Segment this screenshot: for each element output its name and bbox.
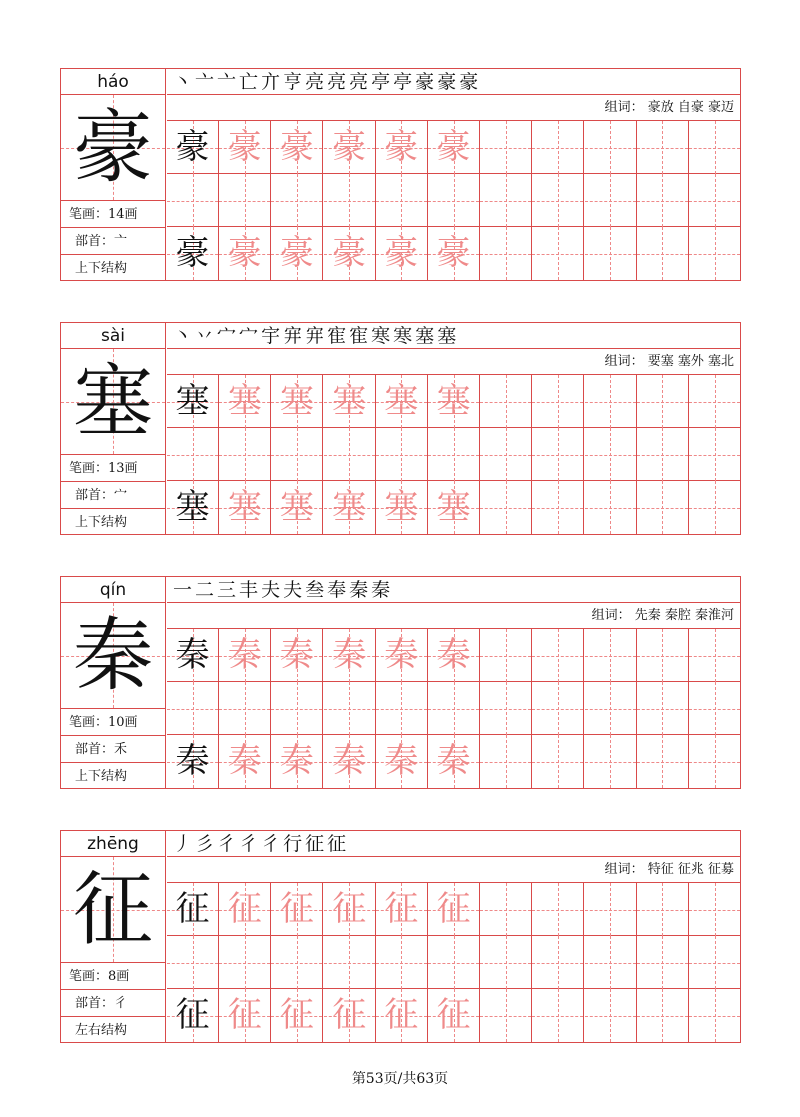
practice-cell[interactable]	[428, 989, 480, 1042]
large-character-box	[61, 857, 165, 963]
stroke-step: 二	[195, 579, 218, 601]
practice-cell[interactable]	[376, 428, 428, 481]
radical-label: 部首：宀	[61, 482, 165, 509]
trace-character: 塞	[436, 381, 471, 421]
practice-row	[167, 883, 741, 936]
stroke-step: 亨	[283, 71, 306, 93]
example-words: 组词： 特征 征兆 征募	[167, 857, 740, 883]
practice-cell[interactable]	[428, 227, 480, 280]
practice-cell[interactable]	[428, 629, 480, 682]
practice-cell[interactable]	[271, 174, 323, 227]
practice-cell[interactable]	[532, 629, 584, 682]
character-info-panel	[61, 69, 166, 280]
practice-cell[interactable]	[532, 121, 584, 174]
stroke-step: 叁	[305, 579, 328, 601]
practice-cell[interactable]	[167, 629, 219, 682]
practice-cell[interactable]	[376, 989, 428, 1042]
practice-cell[interactable]	[219, 735, 271, 788]
trace-character: 征	[384, 889, 419, 929]
trace-character: 秦	[436, 741, 471, 781]
trace-character: 豪	[436, 127, 471, 167]
trace-character: 豪	[279, 233, 314, 273]
stroke-step: 丶	[173, 325, 196, 347]
practice-cell[interactable]	[167, 174, 219, 227]
stroke-step: 征	[327, 833, 350, 855]
model-character: 豪	[175, 233, 210, 273]
practice-cell[interactable]	[376, 682, 428, 735]
trace-character: 征	[227, 889, 262, 929]
practice-row	[167, 174, 741, 227]
stroke-step: 亮	[305, 71, 328, 93]
model-character: 征	[175, 889, 210, 929]
practice-cell[interactable]	[428, 883, 480, 936]
practice-cell[interactable]	[637, 375, 689, 428]
practice-cell[interactable]	[324, 481, 376, 534]
stroke-step: 宑	[305, 325, 328, 347]
practice-cell[interactable]	[167, 227, 219, 280]
practice-cell[interactable]	[219, 481, 271, 534]
practice-cell[interactable]	[532, 174, 584, 227]
practice-cell[interactable]	[532, 735, 584, 788]
model-character: 秦	[175, 741, 210, 781]
trace-character: 塞	[227, 381, 262, 421]
trace-character: 塞	[436, 487, 471, 527]
practice-cell[interactable]	[219, 883, 271, 936]
practice-cell[interactable]	[428, 735, 480, 788]
stroke-count-label: 笔画：10画	[61, 709, 165, 736]
stroke-step: 丰	[239, 579, 262, 601]
practice-cell[interactable]	[271, 227, 323, 280]
structure-label: 上下结构	[75, 515, 128, 530]
stroke-order-row	[167, 831, 740, 857]
practice-cell[interactable]	[480, 989, 532, 1042]
stroke-step: 亠	[217, 71, 240, 93]
stroke-step: 奉	[327, 579, 350, 601]
large-character-box	[61, 95, 165, 201]
practice-cell[interactable]	[689, 227, 741, 280]
stroke-step: 夫	[283, 579, 306, 601]
trace-character: 塞	[279, 487, 314, 527]
practice-cell[interactable]	[480, 428, 532, 481]
model-character: 塞	[175, 487, 210, 527]
stroke-step: 丷	[195, 325, 218, 347]
stroke-step: 亣	[261, 71, 284, 93]
trace-character: 征	[436, 995, 471, 1035]
practice-cell[interactable]	[532, 936, 584, 989]
stroke-step: 亮	[349, 71, 372, 93]
practice-cell[interactable]	[480, 174, 532, 227]
stroke-step: 行	[283, 833, 306, 855]
practice-cell[interactable]	[637, 428, 689, 481]
stroke-step: 塞	[415, 325, 438, 347]
practice-cell[interactable]	[324, 428, 376, 481]
stroke-order-row	[167, 577, 740, 603]
model-character: 秦	[175, 635, 210, 675]
character-card	[60, 68, 741, 281]
practice-cell[interactable]	[689, 375, 741, 428]
character-card	[60, 830, 741, 1043]
practice-cell[interactable]	[585, 121, 637, 174]
practice-cell[interactable]	[585, 936, 637, 989]
practice-cell[interactable]	[271, 481, 323, 534]
practice-cell[interactable]	[167, 735, 219, 788]
trace-character: 塞	[227, 487, 262, 527]
stroke-step: 亭	[371, 71, 394, 93]
practice-row	[167, 735, 741, 788]
practice-cell[interactable]	[480, 883, 532, 936]
practice-cell[interactable]	[637, 121, 689, 174]
character-info-panel	[61, 323, 166, 534]
practice-cell[interactable]	[585, 227, 637, 280]
radical-label: 部首：亠	[61, 228, 165, 255]
example-words: 组词： 要塞 塞外 塞北	[167, 349, 740, 375]
trace-character: 塞	[279, 381, 314, 421]
practice-row	[167, 629, 741, 682]
trace-character: 征	[332, 995, 367, 1035]
model-character: 豪	[175, 127, 210, 167]
large-character-box	[61, 603, 165, 709]
practice-cell[interactable]	[689, 936, 741, 989]
stroke-step: 宀	[217, 325, 240, 347]
practice-cell[interactable]	[689, 682, 741, 735]
large-character: 豪	[73, 101, 153, 194]
practice-cell[interactable]	[324, 735, 376, 788]
practice-cell[interactable]	[376, 883, 428, 936]
practice-cell[interactable]	[689, 989, 741, 1042]
trace-character: 塞	[384, 487, 419, 527]
practice-cell[interactable]	[167, 481, 219, 534]
radical-label: 部首：禾	[61, 736, 165, 763]
practice-cell[interactable]	[428, 481, 480, 534]
practice-cell[interactable]	[428, 682, 480, 735]
practice-cell[interactable]	[689, 629, 741, 682]
stroke-count-label: 笔画：8画	[61, 963, 165, 990]
practice-cell[interactable]	[219, 227, 271, 280]
stroke-step: 三	[217, 579, 240, 601]
trace-character: 秦	[332, 635, 367, 675]
trace-character: 豪	[332, 233, 367, 273]
stroke-step: 豪	[415, 71, 438, 93]
stroke-step: 寒	[393, 325, 416, 347]
practice-cell[interactable]	[480, 735, 532, 788]
practice-cell[interactable]	[637, 629, 689, 682]
practice-row	[167, 121, 741, 174]
stroke-step: 寉	[349, 325, 372, 347]
stroke-step: 秦	[349, 579, 372, 601]
trace-character: 征	[279, 889, 314, 929]
practice-cell[interactable]	[689, 174, 741, 227]
practice-cell[interactable]	[428, 936, 480, 989]
stroke-step: 寉	[327, 325, 350, 347]
practice-cell[interactable]	[271, 936, 323, 989]
practice-cell[interactable]	[376, 227, 428, 280]
stroke-step: 彳	[261, 833, 284, 855]
large-character: 征	[73, 863, 153, 956]
practice-row	[167, 682, 741, 735]
practice-cell[interactable]	[637, 682, 689, 735]
practice-cell[interactable]	[219, 682, 271, 735]
practice-cell[interactable]	[376, 121, 428, 174]
large-character: 秦	[73, 609, 153, 702]
practice-cell[interactable]	[585, 174, 637, 227]
practice-cell[interactable]	[271, 375, 323, 428]
practice-cell[interactable]	[585, 375, 637, 428]
stroke-step: 秦	[371, 579, 394, 601]
stroke-step: 夫	[261, 579, 284, 601]
practice-cell[interactable]	[637, 883, 689, 936]
practice-cell[interactable]	[532, 682, 584, 735]
practice-cell[interactable]	[480, 682, 532, 735]
practice-cell[interactable]	[480, 227, 532, 280]
practice-row	[167, 428, 741, 481]
practice-cell[interactable]	[219, 936, 271, 989]
practice-cell[interactable]	[376, 629, 428, 682]
practice-cell[interactable]	[689, 121, 741, 174]
practice-cell[interactable]	[324, 227, 376, 280]
practice-cell[interactable]	[585, 735, 637, 788]
practice-cell[interactable]	[637, 989, 689, 1042]
practice-cell[interactable]	[167, 936, 219, 989]
trace-character: 豪	[279, 127, 314, 167]
practice-cell[interactable]	[324, 629, 376, 682]
trace-character: 秦	[227, 635, 262, 675]
large-character-box	[61, 349, 165, 455]
practice-row	[167, 481, 741, 534]
trace-character: 豪	[436, 233, 471, 273]
trace-character: 征	[436, 889, 471, 929]
practice-cell[interactable]	[585, 629, 637, 682]
stroke-step: 丶	[173, 71, 196, 93]
practice-cell[interactable]	[585, 682, 637, 735]
practice-cell[interactable]	[637, 481, 689, 534]
stroke-step: 亡	[239, 71, 262, 93]
stroke-step: 彡	[195, 833, 218, 855]
practice-cell[interactable]	[219, 375, 271, 428]
practice-cell[interactable]	[324, 682, 376, 735]
stroke-step: 征	[305, 833, 328, 855]
stroke-step: 一	[173, 579, 196, 601]
trace-character: 秦	[279, 635, 314, 675]
practice-cell[interactable]	[585, 428, 637, 481]
practice-cell[interactable]	[689, 883, 741, 936]
practice-cell[interactable]	[585, 481, 637, 534]
stroke-step: 亠	[195, 71, 218, 93]
model-character: 塞	[175, 381, 210, 421]
practice-row	[167, 989, 741, 1042]
stroke-step: 丿	[173, 833, 196, 855]
example-words: 组词： 豪放 自豪 豪迈	[167, 95, 740, 121]
practice-cell[interactable]	[532, 883, 584, 936]
practice-cell[interactable]	[480, 121, 532, 174]
structure-label: 上下结构	[75, 261, 128, 276]
practice-row	[167, 936, 741, 989]
trace-character: 豪	[384, 127, 419, 167]
large-character: 塞	[73, 355, 153, 448]
trace-character: 豪	[227, 233, 262, 273]
character-info-panel	[61, 577, 166, 788]
pinyin-label: qín	[61, 577, 165, 603]
trace-character: 秦	[227, 741, 262, 781]
practice-cell[interactable]	[219, 428, 271, 481]
stroke-step: 宇	[261, 325, 284, 347]
trace-character: 豪	[384, 233, 419, 273]
trace-character: 豪	[332, 127, 367, 167]
practice-cell[interactable]	[219, 989, 271, 1042]
practice-cell[interactable]	[219, 174, 271, 227]
practice-cell[interactable]	[324, 375, 376, 428]
stroke-step: 彳	[217, 833, 240, 855]
practice-cell[interactable]	[271, 629, 323, 682]
practice-cell[interactable]	[167, 682, 219, 735]
practice-cell[interactable]	[271, 428, 323, 481]
practice-cell[interactable]	[376, 735, 428, 788]
stroke-count-label: 笔画：13画	[61, 455, 165, 482]
practice-cell[interactable]	[324, 989, 376, 1042]
practice-cell[interactable]	[271, 989, 323, 1042]
model-character: 征	[175, 995, 210, 1035]
practice-cell[interactable]	[376, 174, 428, 227]
practice-cell[interactable]	[428, 375, 480, 428]
stroke-step: 亭	[393, 71, 416, 93]
trace-character: 秦	[436, 635, 471, 675]
practice-cell[interactable]	[428, 121, 480, 174]
trace-character: 秦	[384, 741, 419, 781]
practice-cell[interactable]	[585, 989, 637, 1042]
practice-cell[interactable]	[167, 375, 219, 428]
practice-cell[interactable]	[376, 481, 428, 534]
trace-character: 征	[384, 995, 419, 1035]
practice-cell[interactable]	[480, 375, 532, 428]
practice-cell[interactable]	[532, 989, 584, 1042]
practice-cell[interactable]	[637, 936, 689, 989]
stroke-step: 豪	[437, 71, 460, 93]
practice-cell[interactable]	[585, 883, 637, 936]
practice-cell[interactable]	[271, 735, 323, 788]
practice-cell[interactable]	[376, 936, 428, 989]
trace-character: 塞	[332, 487, 367, 527]
pinyin-label: háo	[61, 69, 165, 95]
practice-cell[interactable]	[532, 428, 584, 481]
practice-cell[interactable]	[324, 936, 376, 989]
stroke-count-label: 笔画：14画	[61, 201, 165, 228]
stroke-step: 寒	[371, 325, 394, 347]
practice-cell[interactable]	[428, 174, 480, 227]
practice-cell[interactable]	[689, 735, 741, 788]
practice-cell[interactable]	[324, 174, 376, 227]
practice-cell[interactable]	[637, 174, 689, 227]
practice-cell[interactable]	[637, 227, 689, 280]
stroke-order-row	[167, 69, 740, 95]
practice-row	[167, 227, 741, 280]
pinyin-label: sài	[61, 323, 165, 349]
practice-cell[interactable]	[271, 883, 323, 936]
practice-cell[interactable]	[532, 227, 584, 280]
stroke-step: 彳	[239, 833, 262, 855]
character-card	[60, 322, 741, 535]
trace-character: 征	[279, 995, 314, 1035]
trace-character: 征	[227, 995, 262, 1035]
practice-cell[interactable]	[376, 375, 428, 428]
practice-cell[interactable]	[324, 883, 376, 936]
practice-cell[interactable]	[532, 375, 584, 428]
trace-character: 塞	[384, 381, 419, 421]
stroke-step: 塞	[437, 325, 460, 347]
pinyin-label: zhēng	[61, 831, 165, 857]
practice-cell[interactable]	[689, 481, 741, 534]
character-card	[60, 576, 741, 789]
practice-cell[interactable]	[428, 428, 480, 481]
structure-label: 上下结构	[75, 769, 128, 784]
trace-character: 豪	[227, 127, 262, 167]
practice-row	[167, 375, 741, 428]
practice-cell[interactable]	[167, 989, 219, 1042]
trace-character: 秦	[332, 741, 367, 781]
practice-cell[interactable]	[480, 629, 532, 682]
practice-cell[interactable]	[271, 121, 323, 174]
practice-cell[interactable]	[167, 121, 219, 174]
practice-cell[interactable]	[219, 121, 271, 174]
trace-character: 秦	[279, 741, 314, 781]
structure-label: 左右结构	[75, 1023, 128, 1038]
practice-cell[interactable]	[219, 629, 271, 682]
practice-cell[interactable]	[324, 121, 376, 174]
practice-cell[interactable]	[271, 682, 323, 735]
practice-cell[interactable]	[480, 481, 532, 534]
practice-cell[interactable]	[637, 735, 689, 788]
stroke-step: 宀	[239, 325, 262, 347]
practice-cell[interactable]	[689, 428, 741, 481]
character-info-panel	[61, 831, 166, 1042]
trace-character: 秦	[384, 635, 419, 675]
page-number: 第53页/共63页	[351, 1071, 449, 1087]
example-words: 组词： 先秦 秦腔 秦淮河	[167, 603, 740, 629]
practice-cell[interactable]	[167, 883, 219, 936]
practice-cell[interactable]	[480, 936, 532, 989]
stroke-step: 宑	[283, 325, 306, 347]
stroke-order-row	[167, 323, 740, 349]
trace-character: 征	[332, 889, 367, 929]
trace-character: 塞	[332, 381, 367, 421]
practice-cell[interactable]	[532, 481, 584, 534]
radical-label: 部首：彳	[61, 990, 165, 1017]
stroke-step: 亮	[327, 71, 350, 93]
stroke-step: 豪	[459, 71, 482, 93]
practice-cell[interactable]	[167, 428, 219, 481]
